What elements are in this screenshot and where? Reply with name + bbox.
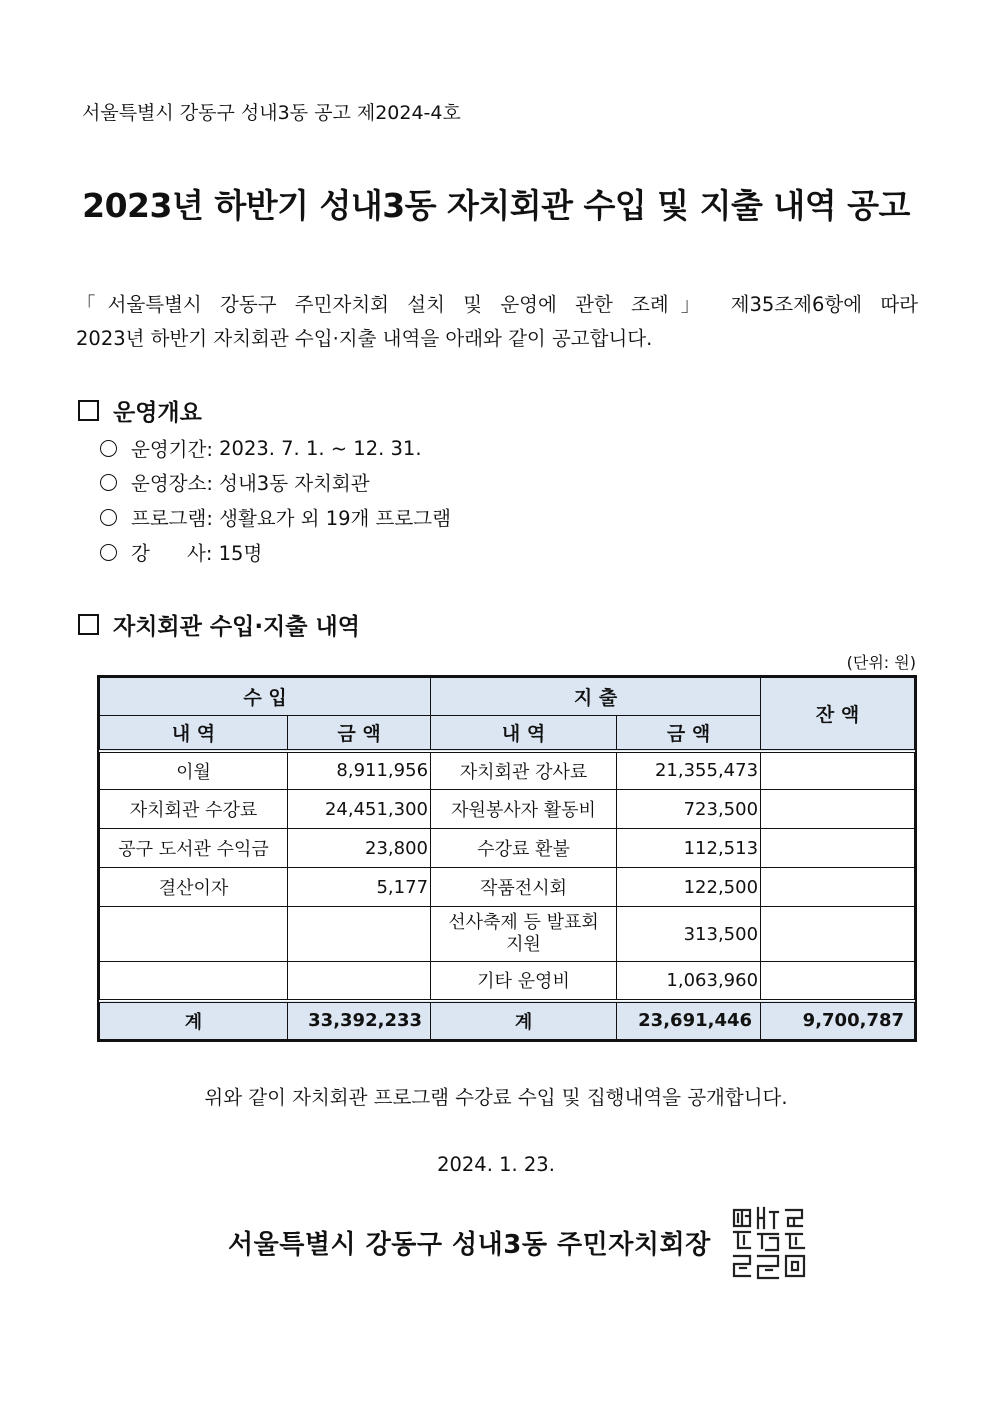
expense-item: 자원봉사자 활동비 xyxy=(431,790,617,829)
section-heading-text: 운영개요 xyxy=(113,400,202,426)
header-expense: 지 출 xyxy=(431,678,761,716)
expense-item: 선사축제 등 발표회 지원 xyxy=(431,907,617,962)
income-item: 결산이자 xyxy=(100,868,288,907)
expense-amount: 313,500 xyxy=(617,907,761,962)
unit-label: (단위: 원) xyxy=(846,653,916,672)
expense-item: 작품전시회 xyxy=(431,868,617,907)
income-item: 자치회관 수강료 xyxy=(100,790,288,829)
expense-amount: 21,355,473 xyxy=(617,751,761,790)
header-income-detail: 내 역 xyxy=(100,716,288,751)
table-row xyxy=(100,907,915,962)
circle-bullet-icon xyxy=(100,440,117,457)
overview-item-instructors xyxy=(100,538,262,566)
overview-item-period xyxy=(100,434,422,462)
balance-cell xyxy=(761,907,915,962)
income-total: 33,392,233 xyxy=(288,1001,431,1040)
income-item xyxy=(100,962,288,1001)
document-title: 2023년 하반기 성내3동 자치회관 수입 및 지출 내역 공고 xyxy=(82,186,910,225)
square-bullet-icon xyxy=(78,614,99,635)
balance-cell xyxy=(761,962,915,1001)
balance-cell xyxy=(761,751,915,790)
income-amount xyxy=(288,907,431,962)
expense-total: 23,691,446 xyxy=(617,1001,761,1040)
income-item: 이월 xyxy=(100,751,288,790)
circle-bullet-icon xyxy=(100,509,117,526)
section-heading-text: 자치회관 수입·지출 내역 xyxy=(113,614,360,640)
table-row xyxy=(100,829,915,868)
circle-bullet-icon xyxy=(100,544,117,561)
balance-cell xyxy=(761,790,915,829)
overview-item-place xyxy=(100,468,370,496)
header-income: 수 입 xyxy=(100,678,431,716)
notice-date: 2024. 1. 23. xyxy=(437,1153,555,1176)
overview-key: 프로그램: xyxy=(131,507,213,530)
expense-item: 수강료 환불 xyxy=(431,829,617,868)
overview-value: 2023. 7. 1. ~ 12. 31. xyxy=(219,436,422,460)
table-row xyxy=(100,751,915,790)
income-amount: 23,800 xyxy=(288,829,431,868)
header-expense-amount: 금 액 xyxy=(617,716,761,751)
section-heading-overview xyxy=(78,394,202,427)
section-heading-finance xyxy=(78,608,360,641)
signer-name: 서울특별시 강동구 성내3동 주민자치회장 xyxy=(228,1230,711,1260)
finance-table xyxy=(99,677,915,1040)
table-row xyxy=(100,868,915,907)
overview-value: 15명 xyxy=(218,542,263,565)
overview-item-program xyxy=(100,503,451,531)
overview-key: 운영기간: xyxy=(131,438,213,461)
income-amount: 8,911,956 xyxy=(288,751,431,790)
income-amount: 24,451,300 xyxy=(288,790,431,829)
balance-cell xyxy=(761,868,915,907)
notice-number: 서울특별시 강동구 성내3동 공고 제2024-4호 xyxy=(82,102,461,124)
square-bullet-icon xyxy=(78,400,99,421)
circle-bullet-icon xyxy=(100,474,117,491)
expense-amount: 122,500 xyxy=(617,868,761,907)
income-item: 공구 도서관 수익금 xyxy=(100,829,288,868)
expense-amount: 112,513 xyxy=(617,829,761,868)
expense-amount: 1,063,960 xyxy=(617,962,761,1001)
overview-value: 성내3동 자치회관 xyxy=(219,472,370,495)
header-income-amount: 금 액 xyxy=(288,716,431,751)
table-row xyxy=(100,962,915,1001)
header-expense-detail: 내 역 xyxy=(431,716,617,751)
total-row xyxy=(100,1001,915,1040)
income-amount: 5,177 xyxy=(288,868,431,907)
intro-line-1: 「서울특별시 강동구 주민자치회 설치 및 운영에 관한 조례」 제35조제6항에 따라 xyxy=(76,293,918,316)
expense-item: 기타 운영비 xyxy=(431,962,617,1001)
total-label-expense: 계 xyxy=(431,1001,617,1040)
overview-value: 생활요가 외 19개 프로그램 xyxy=(219,507,451,530)
intro-line-2: 2023년 하반기 자치회관 수입·지출 내역을 아래와 같이 공고합니다. xyxy=(76,327,653,350)
closing-statement: 위와 같이 자치회관 프로그램 수강료 수입 및 집행내역을 공개합니다. xyxy=(204,1086,788,1109)
table-row xyxy=(100,790,915,829)
header-balance: 잔 액 xyxy=(761,678,915,751)
overview-key: 강 사: xyxy=(131,542,213,565)
table-header-row xyxy=(100,678,915,716)
official-seal-icon xyxy=(730,1204,808,1282)
total-label-income: 계 xyxy=(100,1001,288,1040)
expense-item: 자치회관 강사료 xyxy=(431,751,617,790)
income-item xyxy=(100,907,288,962)
balance-total: 9,700,787 xyxy=(761,1001,915,1040)
overview-key: 운영장소: xyxy=(131,472,213,495)
income-amount xyxy=(288,962,431,1001)
expense-amount: 723,500 xyxy=(617,790,761,829)
balance-cell xyxy=(761,829,915,868)
